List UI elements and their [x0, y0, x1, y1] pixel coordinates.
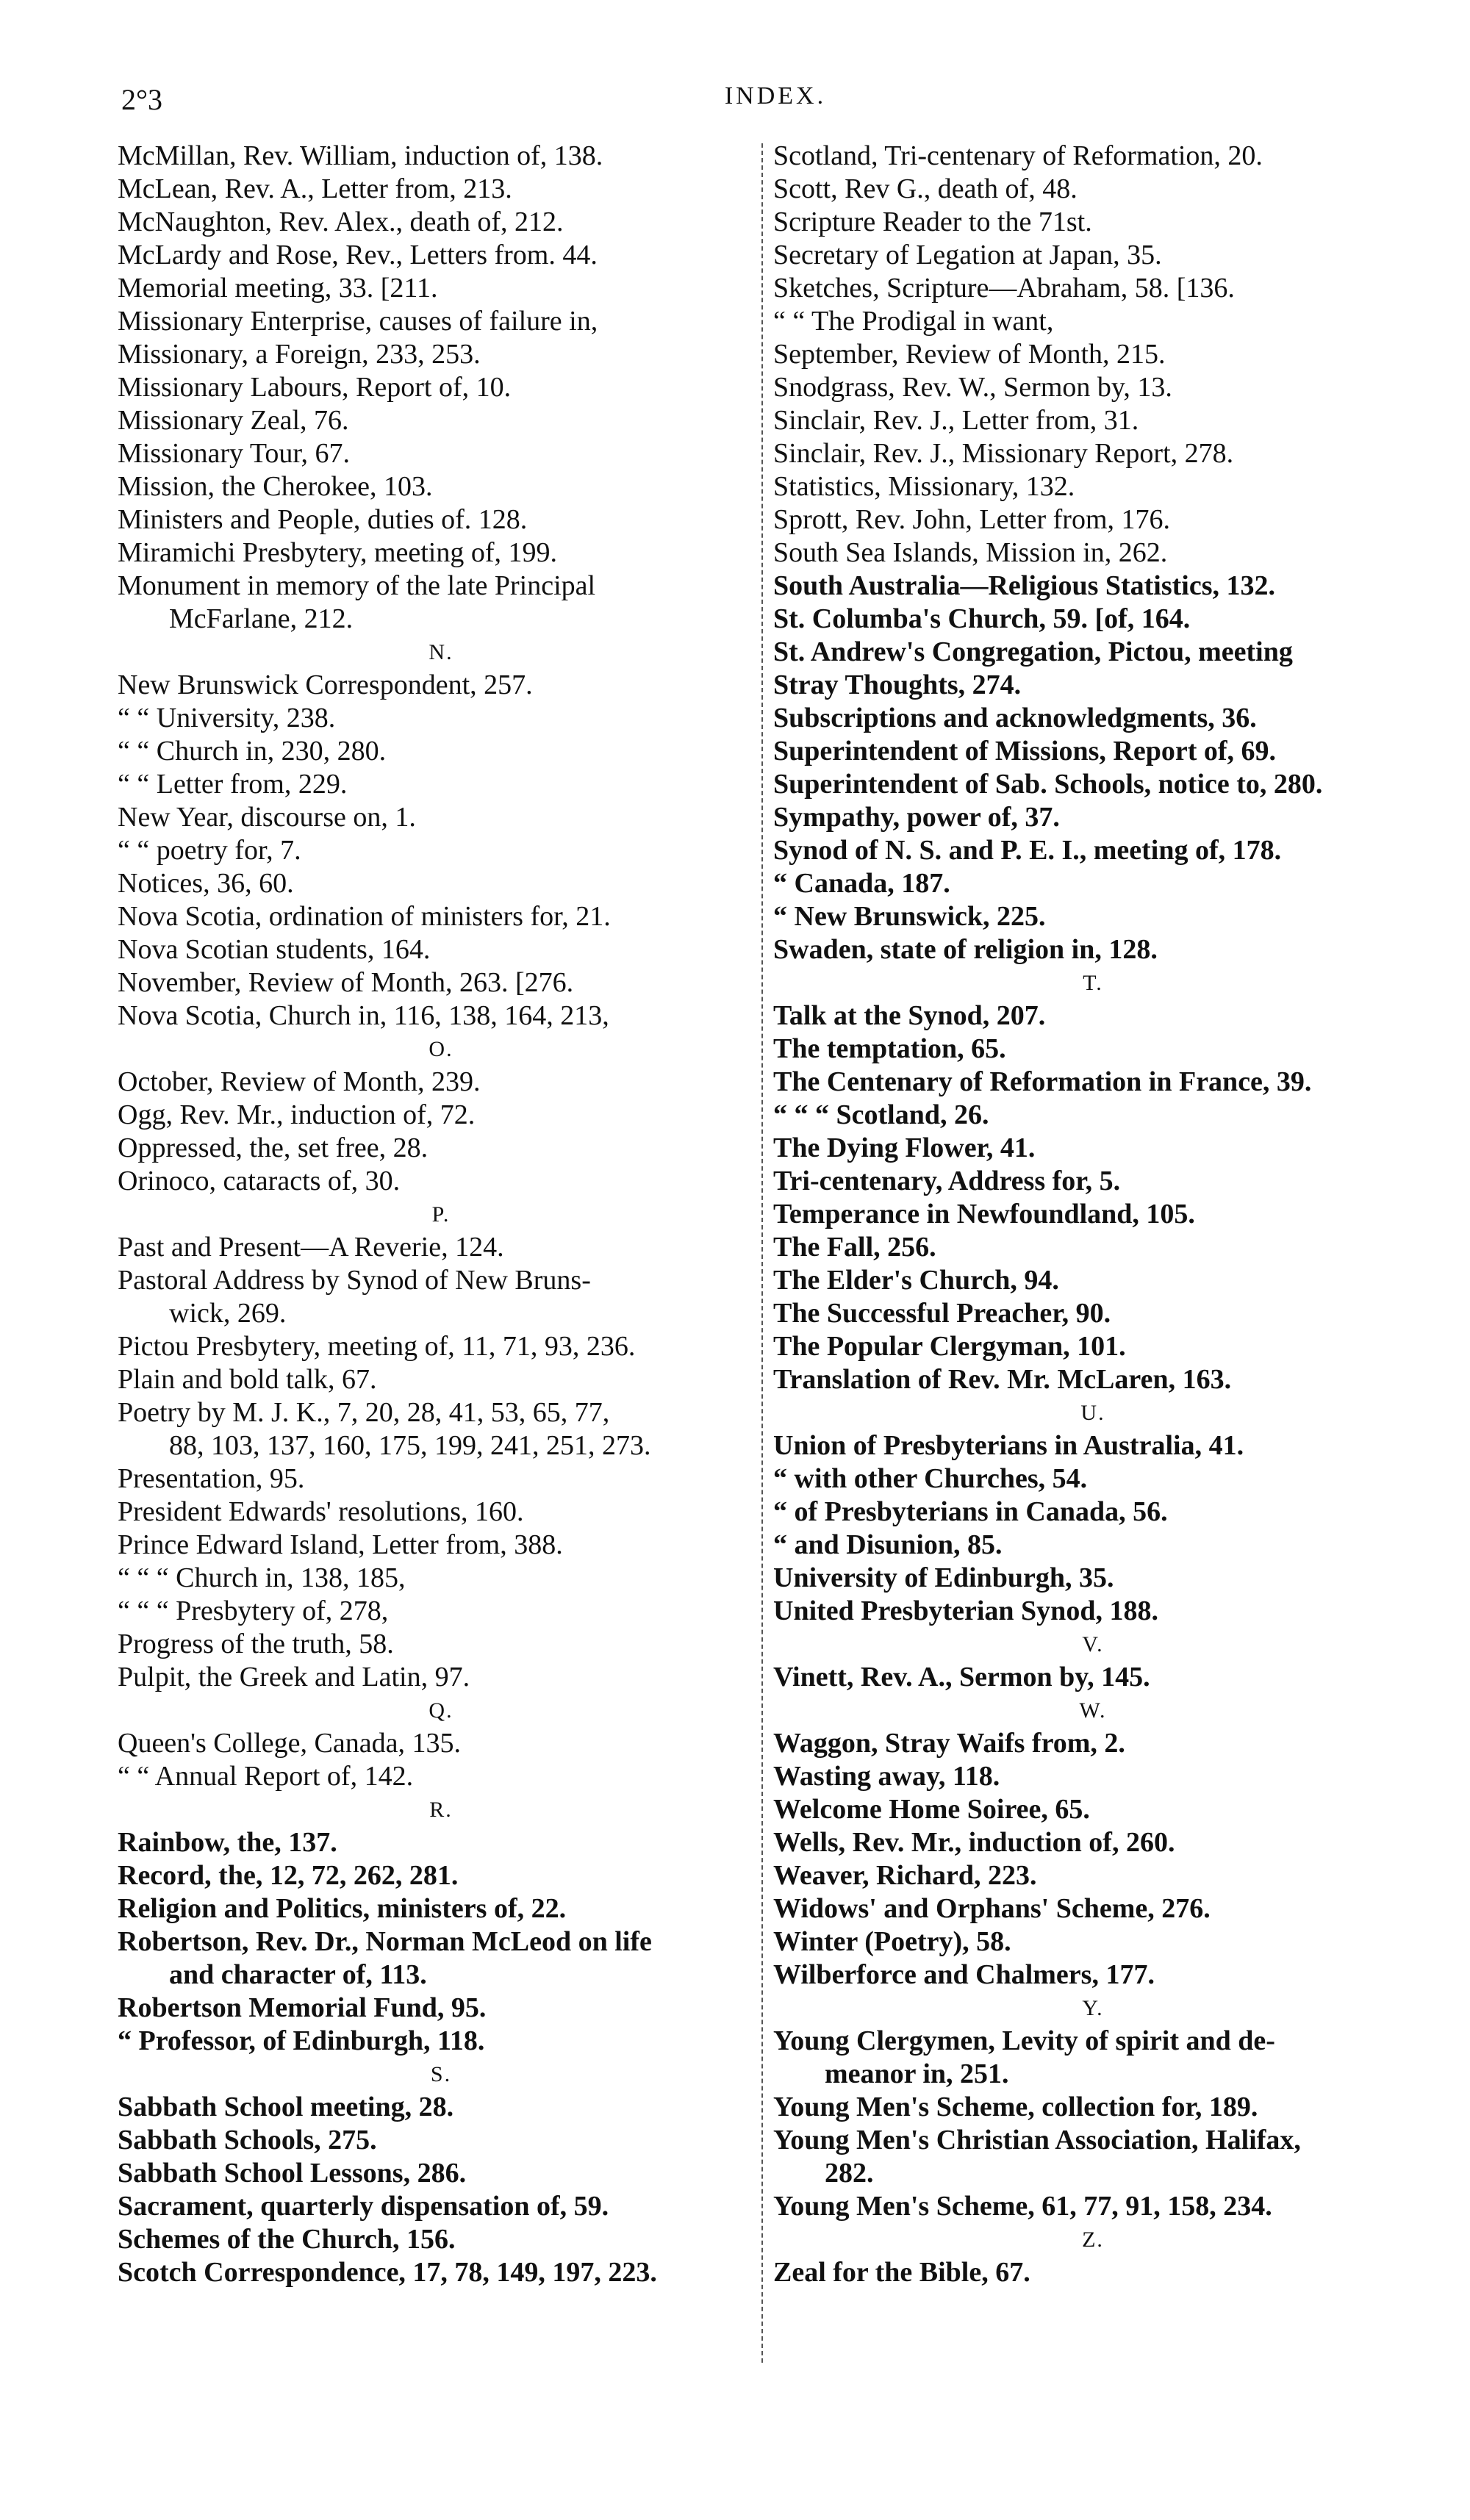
- index-entry: University of Edinburgh, 35.: [773, 1562, 1114, 1593]
- index-entry: Stray Thoughts, 274.: [773, 670, 1022, 700]
- index-entry: The Fall, 256.: [773, 1232, 936, 1263]
- index-entry: “ “ poetry for, 7.: [118, 835, 301, 866]
- index-entry: Secretary of Legation at Japan, 35.: [773, 240, 1162, 270]
- index-entry-continuation: wick, 269.: [169, 1298, 287, 1329]
- index-entry: Scripture Reader to the 71st.: [773, 207, 1092, 237]
- index-entry: South Australia—Religious Statistics, 132.: [773, 570, 1276, 601]
- index-entry: Missionary Tour, 67.: [118, 438, 351, 469]
- index-entry: “ Professor, of Edinburgh, 118.: [118, 2025, 485, 2056]
- index-entry: “ of Presbyterians in Canada, 56.: [773, 1496, 1168, 1527]
- index-entry: Wells, Rev. Mr., induction of, 260.: [773, 1827, 1175, 1858]
- index-entry: Mission, the Cherokee, 103.: [118, 471, 433, 502]
- index-entry: Statistics, Missionary, 132.: [773, 471, 1075, 502]
- index-entry: The Centenary of Reformation in France, 39.: [773, 1066, 1312, 1097]
- index-entry: Robertson, Rev. Dr., Norman McLeod on life: [118, 1926, 652, 1957]
- index-entry: St. Columba's Church, 59. [of, 164.: [773, 603, 1191, 634]
- index-entry: Snodgrass, Rev. W., Sermon by, 13.: [773, 372, 1172, 403]
- index-entry: The temptation, 65.: [773, 1033, 1006, 1064]
- index-entry: Queen's College, Canada, 135.: [118, 1728, 461, 1759]
- index-entry: Sympathy, power of, 37.: [773, 802, 1060, 833]
- index-entry: Rainbow, the, 137.: [118, 1827, 337, 1858]
- index-entry: “ “ “ Scotland, 26.: [773, 1099, 989, 1130]
- index-entry: “ and Disunion, 85.: [773, 1529, 1003, 1560]
- column-divider: [761, 143, 763, 2363]
- index-entry: Talk at the Synod, 207.: [773, 1000, 1046, 1031]
- index-entry: Pictou Presbytery, meeting of, 11, 71, 93, 236.: [118, 1331, 636, 1362]
- index-entry: Orinoco, cataracts of, 30.: [118, 1166, 401, 1196]
- index-entry: United Presbyterian Synod, 188.: [773, 1595, 1158, 1626]
- index-entry: “ New Brunswick, 225.: [773, 901, 1046, 932]
- index-entry: Young Men's Scheme, 61, 77, 91, 158, 234.: [773, 2191, 1272, 2222]
- index-entry: “ with other Churches, 54.: [773, 1463, 1088, 1494]
- index-entry: The Successful Preacher, 90.: [773, 1298, 1111, 1329]
- index-entry-continuation: meanor in, 251.: [825, 2058, 1009, 2089]
- index-entry: Superintendent of Sab. Schools, notice to, 280.: [773, 769, 1323, 800]
- index-entry: Schemes of the Church, 156.: [118, 2224, 456, 2255]
- index-entry: Sacrament, quarterly dispensation of, 59.: [118, 2191, 609, 2222]
- index-entry: “ “ “ Presbytery of, 278,: [118, 1595, 389, 1626]
- index-column-right: [773, 140, 1413, 2289]
- index-entry: Sabbath School meeting, 28.: [118, 2092, 454, 2122]
- index-entry: Young Men's Scheme, collection for, 189.: [773, 2092, 1258, 2122]
- running-title: INDEX.: [724, 82, 827, 110]
- index-entry: Widows' and Orphans' Scheme, 276.: [773, 1893, 1211, 1924]
- index-entry: Prince Edward Island, Letter from, 388.: [118, 1529, 563, 1560]
- section-letter: W.: [1079, 1698, 1107, 1723]
- index-entry: Missionary Zeal, 76.: [118, 405, 349, 436]
- index-entry: Poetry by M. J. K., 7, 20, 28, 41, 53, 65, 77,: [118, 1397, 610, 1428]
- index-entry: Missionary Enterprise, causes of failure in,: [118, 306, 598, 337]
- index-entry: Miramichi Presbytery, meeting of, 199.: [118, 537, 558, 568]
- index-entry: “ “ “ Church in, 138, 185,: [118, 1562, 406, 1593]
- index-entry: Superintendent of Missions, Report of, 69.: [773, 736, 1277, 767]
- index-entry: Weaver, Richard, 223.: [773, 1860, 1037, 1891]
- index-entry: New Year, discourse on, 1.: [118, 802, 416, 833]
- index-entry: Robertson Memorial Fund, 95.: [118, 1992, 487, 2023]
- index-entry: Winter (Poetry), 58.: [773, 1926, 1011, 1957]
- index-entry: “ “ Letter from, 229.: [118, 769, 348, 800]
- section-letter: R.: [429, 1798, 453, 1822]
- index-entry: Scott, Rev G., death of, 48.: [773, 173, 1078, 204]
- index-entry: Young Clergymen, Levity of spirit and de-: [773, 2025, 1275, 2056]
- index-entry: Scotch Correspondence, 17, 78, 149, 197, 223.: [118, 2257, 657, 2288]
- index-entry: Vinett, Rev. A., Sermon by, 145.: [773, 1662, 1150, 1692]
- index-entry: “ Canada, 187.: [773, 868, 950, 899]
- section-letter: T.: [1083, 971, 1103, 995]
- section-letter: Y.: [1082, 1996, 1104, 2020]
- index-entry: Religion and Politics, ministers of, 22.: [118, 1893, 567, 1924]
- index-entry: Progress of the truth, 58.: [118, 1629, 394, 1659]
- index-entry: Temperance in Newfoundland, 105.: [773, 1199, 1195, 1230]
- index-entry: Memorial meeting, 33. [211.: [118, 273, 438, 304]
- index-entry: Missionary Labours, Report of, 10.: [118, 372, 512, 403]
- index-entry: Sprott, Rev. John, Letter from, 176.: [773, 504, 1171, 535]
- index-entry: Synod of N. S. and P. E. I., meeting of, 178.: [773, 835, 1282, 866]
- index-entry: Sinclair, Rev. J., Letter from, 31.: [773, 405, 1139, 436]
- index-entry: Sabbath Schools, 275.: [118, 2125, 377, 2155]
- index-entry: Nova Scotia, ordination of ministers for, 21.: [118, 901, 611, 932]
- index-entry: Oppressed, the, set free, 28.: [118, 1132, 429, 1163]
- index-entry: The Dying Flower, 41.: [773, 1132, 1036, 1163]
- index-entry: Monument in memory of the late Principal: [118, 570, 596, 601]
- index-entry: Wasting away, 118.: [773, 1761, 1000, 1792]
- index-entry: Notices, 36, 60.: [118, 868, 294, 899]
- index-entry: November, Review of Month, 263. [276.: [118, 967, 574, 998]
- index-entry: Missionary, a Foreign, 233, 253.: [118, 339, 481, 370]
- index-entry: Ogg, Rev. Mr., induction of, 72.: [118, 1099, 476, 1130]
- index-entry: Sketches, Scripture—Abraham, 58. [136.: [773, 273, 1235, 304]
- index-entry-continuation: McFarlane, 212.: [169, 603, 354, 634]
- section-letter: V.: [1082, 1632, 1104, 1656]
- index-entry: Pulpit, the Greek and Latin, 97.: [118, 1662, 470, 1692]
- section-letter: O.: [429, 1037, 453, 1061]
- index-entry: McNaughton, Rev. Alex., death of, 212.: [118, 207, 564, 237]
- index-entry-continuation: and character of, 113.: [169, 1959, 427, 1990]
- index-entry: Swaden, state of religion in, 128.: [773, 934, 1158, 965]
- index-entry: September, Review of Month, 215.: [773, 339, 1166, 370]
- index-entry: Welcome Home Soiree, 65.: [773, 1794, 1090, 1825]
- index-entry: October, Review of Month, 239.: [118, 1066, 481, 1097]
- index-entry: Waggon, Stray Waifs from, 2.: [773, 1728, 1125, 1759]
- index-entry: The Popular Clergyman, 101.: [773, 1331, 1126, 1362]
- index-entry: Scotland, Tri-centenary of Reformation, 20.: [773, 140, 1263, 171]
- index-entry: Past and Present—A Reverie, 124.: [118, 1232, 504, 1263]
- index-entry-continuation: 88, 103, 137, 160, 175, 199, 241, 251, 273.: [169, 1430, 651, 1461]
- index-entry: Presentation, 95.: [118, 1463, 305, 1494]
- index-entry: McMillan, Rev. William, induction of, 138.: [118, 140, 603, 171]
- index-entry: Subscriptions and acknowledgments, 36.: [773, 703, 1257, 733]
- index-entry: McLean, Rev. A., Letter from, 213.: [118, 173, 512, 204]
- section-letter: Q.: [429, 1698, 453, 1723]
- section-letter: Z.: [1082, 2228, 1104, 2252]
- index-entry: Plain and bold talk, 67.: [118, 1364, 377, 1395]
- page-number: 2°3: [121, 83, 162, 116]
- index-entry: Union of Presbyterians in Australia, 41.: [773, 1430, 1244, 1461]
- section-letter: S.: [430, 2062, 452, 2086]
- index-entry: Zeal for the Bible, 67.: [773, 2257, 1030, 2288]
- index-entry: Nova Scotia, Church in, 116, 138, 164, 213,: [118, 1000, 609, 1031]
- index-entry: Pastoral Address by Synod of New Bruns-: [118, 1265, 591, 1296]
- index-entry: Wilberforce and Chalmers, 177.: [773, 1959, 1155, 1990]
- index-entry: Translation of Rev. Mr. McLaren, 163.: [773, 1364, 1232, 1395]
- index-entry: Nova Scotian students, 164.: [118, 934, 431, 965]
- index-entry: Tri-centenary, Address for, 5.: [773, 1166, 1121, 1196]
- index-entry: “ “ The Prodigal in want,: [773, 306, 1054, 337]
- index-entry: “ “ University, 238.: [118, 703, 336, 733]
- index-entry: The Elder's Church, 94.: [773, 1265, 1059, 1296]
- index-entry: Sinclair, Rev. J., Missionary Report, 278.: [773, 438, 1234, 469]
- index-entry: New Brunswick Correspondent, 257.: [118, 670, 533, 700]
- index-entry: McLardy and Rose, Rev., Letters from. 44.: [118, 240, 598, 270]
- index-entry: Ministers and People, duties of. 128.: [118, 504, 528, 535]
- section-letter: N.: [429, 640, 453, 664]
- index-entry: President Edwards' resolutions, 160.: [118, 1496, 524, 1527]
- index-entry: “ “ Church in, 230, 280.: [118, 736, 387, 767]
- index-entry: South Sea Islands, Mission in, 262.: [773, 537, 1168, 568]
- index-column-left: [118, 140, 764, 2289]
- index-entry: St. Andrew's Congregation, Pictou, meeting: [773, 636, 1293, 667]
- index-entry: “ “ Annual Report of, 142.: [118, 1761, 414, 1792]
- page-header: [121, 82, 1430, 126]
- index-entry: Sabbath School Lessons, 286.: [118, 2158, 467, 2189]
- section-letter: P.: [431, 1202, 451, 1227]
- index-entry: Record, the, 12, 72, 262, 281.: [118, 1860, 459, 1891]
- index-entry-continuation: 282.: [825, 2158, 874, 2189]
- index-entry: Young Men's Christian Association, Halifax,: [773, 2125, 1301, 2155]
- section-letter: U.: [1080, 1401, 1105, 1425]
